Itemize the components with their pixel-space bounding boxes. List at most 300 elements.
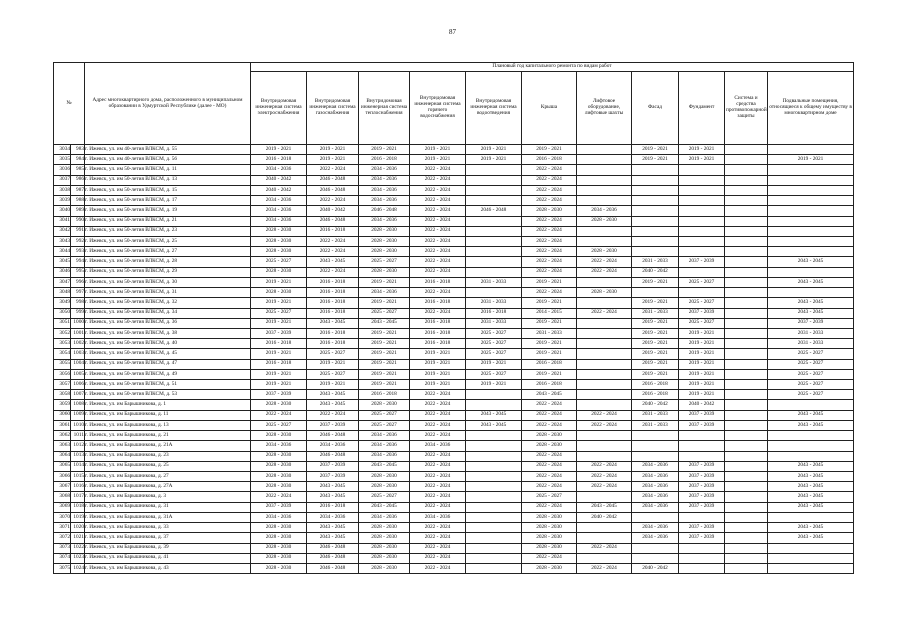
row-period-cell: 2025 - 2027 <box>679 298 725 308</box>
row-period-cell: 2034 - 2036 <box>359 196 410 206</box>
row-period-cell <box>466 482 522 492</box>
row-period-cell: 2043 - 2045 <box>359 502 410 512</box>
capital-repair-table <box>53 62 854 574</box>
row-period-cell: 2028 - 2030 <box>577 288 632 298</box>
col-header-fire-protection: Система и средства противопожарной защиты <box>725 72 768 145</box>
row-period-cell: 2022 - 2024 <box>410 482 466 492</box>
row-period-cell <box>466 512 522 522</box>
row-period-cell <box>725 380 768 390</box>
row-period-cell <box>725 523 768 533</box>
row-address: г. Ижевск, ул. им 40-летия ВЛКСМ, д. 55 <box>85 145 251 155</box>
row-house-number: 1016 <box>71 482 85 492</box>
row-address: г. Ижевск, ул. им 40-летия ВЛКСМ, д. 56 <box>85 155 251 165</box>
table-row <box>54 420 854 430</box>
table-row <box>54 492 854 502</box>
row-period-cell: 2043 - 2045 <box>768 410 854 420</box>
row-period-cell: 2046 - 2048 <box>466 206 522 216</box>
row-house-number: 1019 <box>71 512 85 522</box>
row-period-cell: 2022 - 2024 <box>410 563 466 573</box>
row-address: г. Ижевск, ул. им 50-летия ВЛКСМ, д. 15 <box>85 185 251 195</box>
row-house-number: 994 <box>71 257 85 267</box>
table-row <box>54 206 854 216</box>
row-period-cell: 2043 - 2045 <box>768 502 854 512</box>
row-sequence-number: 3043 <box>54 236 71 246</box>
row-period-cell <box>466 185 522 195</box>
row-house-number: 988 <box>71 196 85 206</box>
row-period-cell: 2028 - 2030 <box>522 206 577 216</box>
row-period-cell: 2034 - 2036 <box>632 492 679 502</box>
row-period-cell: 2025 - 2027 <box>307 369 359 379</box>
row-period-cell: 2022 - 2024 <box>307 267 359 277</box>
row-house-number: 1003 <box>71 349 85 359</box>
row-period-cell: 2037 - 2039 <box>307 472 359 482</box>
table-row <box>54 369 854 379</box>
row-period-cell: 2034 - 2036 <box>251 216 307 226</box>
row-address: г. Ижевск, ул. им Барышникова, д. 1 <box>85 400 251 410</box>
row-period-cell: 2025 - 2027 <box>522 492 577 502</box>
row-period-cell <box>768 288 854 298</box>
row-period-cell: 2028 - 2030 <box>251 482 307 492</box>
row-period-cell: 2019 - 2021 <box>466 155 522 165</box>
row-period-cell: 2019 - 2021 <box>679 390 725 400</box>
row-house-number: 990 <box>71 216 85 226</box>
row-period-cell: 2016 - 2018 <box>466 308 522 318</box>
row-period-cell: 2028 - 2030 <box>522 441 577 451</box>
table-row <box>54 441 854 451</box>
row-period-cell <box>577 390 632 400</box>
row-period-cell: 2028 - 2030 <box>359 523 410 533</box>
row-period-cell <box>577 349 632 359</box>
row-period-cell: 2043 - 2045 <box>768 277 854 287</box>
row-period-cell <box>725 410 768 420</box>
row-period-cell: 2022 - 2024 <box>307 165 359 175</box>
row-period-cell: 2034 - 2036 <box>359 441 410 451</box>
row-period-cell: 2031 - 2033 <box>466 298 522 308</box>
row-period-cell <box>725 533 768 543</box>
row-period-cell: 2022 - 2024 <box>577 563 632 573</box>
row-period-cell: 2025 - 2027 <box>251 420 307 430</box>
row-period-cell: 2034 - 2036 <box>359 175 410 185</box>
table-row <box>54 543 854 553</box>
row-address: г. Ижевск, ул. им 50-летия ВЛКСМ, д. 29 <box>85 267 251 277</box>
row-period-cell: 2028 - 2030 <box>522 512 577 522</box>
table-row <box>54 267 854 277</box>
row-period-cell: 2022 - 2024 <box>577 482 632 492</box>
row-sequence-number: 3040 <box>54 206 71 216</box>
page-number: 87 <box>449 28 456 36</box>
row-house-number: 1021 <box>71 533 85 543</box>
row-period-cell: 2016 - 2018 <box>410 328 466 338</box>
row-period-cell <box>466 267 522 277</box>
row-period-cell: 2019 - 2021 <box>251 369 307 379</box>
row-period-cell: 2028 - 2030 <box>251 236 307 246</box>
row-address: г. Ижевск, ул. им Барышникова, д. 37 <box>85 533 251 543</box>
row-period-cell <box>725 451 768 461</box>
row-period-cell <box>725 339 768 349</box>
row-period-cell: 2019 - 2021 <box>679 369 725 379</box>
row-period-cell: 2019 - 2021 <box>632 359 679 369</box>
row-period-cell: 2022 - 2024 <box>577 410 632 420</box>
row-period-cell: 2016 - 2018 <box>410 339 466 349</box>
row-period-cell <box>725 328 768 338</box>
row-period-cell: 2019 - 2021 <box>522 349 577 359</box>
row-period-cell <box>466 288 522 298</box>
row-period-cell: 2043 - 2045 <box>307 318 359 328</box>
row-period-cell: 2022 - 2024 <box>577 461 632 471</box>
row-sequence-number: 3053 <box>54 339 71 349</box>
table-row <box>54 563 854 573</box>
row-period-cell: 2043 - 2045 <box>307 482 359 492</box>
row-period-cell: 2025 - 2027 <box>466 328 522 338</box>
row-period-cell: 2043 - 2045 <box>307 400 359 410</box>
row-period-cell <box>577 236 632 246</box>
row-period-cell: 2022 - 2024 <box>410 431 466 441</box>
table-row <box>54 431 854 441</box>
row-period-cell <box>679 226 725 236</box>
row-period-cell: 2043 - 2045 <box>307 533 359 543</box>
table-row <box>54 216 854 226</box>
row-period-cell: 2028 - 2030 <box>359 482 410 492</box>
row-period-cell <box>632 236 679 246</box>
row-period-cell: 2028 - 2030 <box>359 533 410 543</box>
table-row <box>54 145 854 155</box>
col-header-foundation: Фундамент <box>679 72 725 145</box>
row-period-cell: 2022 - 2024 <box>522 288 577 298</box>
row-period-cell <box>768 543 854 553</box>
row-period-cell <box>679 185 725 195</box>
row-period-cell: 2016 - 2018 <box>307 288 359 298</box>
row-house-number: 995 <box>71 267 85 277</box>
row-period-cell <box>577 533 632 543</box>
row-period-cell: 2037 - 2039 <box>307 461 359 471</box>
row-period-cell <box>725 247 768 257</box>
row-period-cell: 2034 - 2036 <box>632 482 679 492</box>
row-period-cell: 2019 - 2021 <box>679 380 725 390</box>
row-period-cell: 2022 - 2024 <box>410 420 466 430</box>
row-period-cell: 2037 - 2039 <box>251 390 307 400</box>
row-period-cell: 2016 - 2018 <box>410 277 466 287</box>
row-period-cell: 2016 - 2018 <box>522 380 577 390</box>
row-sequence-number: 3069 <box>54 502 71 512</box>
row-address: г. Ижевск, ул. им 50-летия ВЛКСМ, д. 23 <box>85 226 251 236</box>
row-period-cell <box>466 553 522 563</box>
row-period-cell: 2016 - 2018 <box>251 339 307 349</box>
row-period-cell: 2016 - 2018 <box>307 277 359 287</box>
row-period-cell: 2019 - 2021 <box>522 369 577 379</box>
row-period-cell: 2040 - 2042 <box>679 400 725 410</box>
row-period-cell: 2016 - 2018 <box>632 390 679 400</box>
row-period-cell: 2028 - 2030 <box>251 288 307 298</box>
row-period-cell: 2022 - 2024 <box>410 175 466 185</box>
table-row <box>54 533 854 543</box>
row-period-cell: 2028 - 2030 <box>251 563 307 573</box>
row-period-cell: 2043 - 2045 <box>466 420 522 430</box>
row-period-cell: 2019 - 2021 <box>522 298 577 308</box>
row-address: г. Ижевск, ул. им 50-летия ВЛКСМ, д. 13 <box>85 175 251 185</box>
row-sequence-number: 3070 <box>54 512 71 522</box>
row-period-cell: 2016 - 2018 <box>307 226 359 236</box>
row-period-cell: 2022 - 2024 <box>307 410 359 420</box>
row-period-cell <box>679 543 725 553</box>
row-period-cell: 2016 - 2018 <box>410 318 466 328</box>
row-period-cell: 2022 - 2024 <box>251 410 307 420</box>
col-header-elevator: Лифтовое оборудование, лифтовые шахты <box>577 72 632 145</box>
row-house-number: 1022 <box>71 543 85 553</box>
row-period-cell: 2034 - 2036 <box>577 206 632 216</box>
row-period-cell <box>577 441 632 451</box>
row-period-cell: 2019 - 2021 <box>410 155 466 165</box>
row-period-cell: 2046 - 2048 <box>307 216 359 226</box>
row-period-cell: 2019 - 2021 <box>359 369 410 379</box>
row-house-number: 985 <box>71 165 85 175</box>
row-sequence-number: 3061 <box>54 420 71 430</box>
row-period-cell: 2019 - 2021 <box>251 145 307 155</box>
row-period-cell: 2019 - 2021 <box>632 369 679 379</box>
table-row <box>54 165 854 175</box>
row-period-cell: 2031 - 2033 <box>466 277 522 287</box>
row-period-cell <box>577 553 632 563</box>
row-period-cell <box>679 553 725 563</box>
row-period-cell <box>725 502 768 512</box>
row-period-cell <box>725 165 768 175</box>
row-period-cell: 2025 - 2027 <box>359 257 410 267</box>
row-period-cell: 2028 - 2030 <box>359 563 410 573</box>
row-period-cell <box>725 543 768 553</box>
row-period-cell: 2016 - 2018 <box>522 359 577 369</box>
row-period-cell <box>466 543 522 553</box>
row-period-cell <box>577 155 632 165</box>
row-period-cell: 2019 - 2021 <box>632 328 679 338</box>
row-period-cell <box>577 369 632 379</box>
row-period-cell: 2019 - 2021 <box>522 277 577 287</box>
row-period-cell: 2043 - 2045 <box>768 482 854 492</box>
row-period-cell: 2022 - 2024 <box>577 308 632 318</box>
table-row <box>54 523 854 533</box>
row-period-cell <box>679 247 725 257</box>
row-period-cell: 2019 - 2021 <box>251 380 307 390</box>
row-period-cell: 2025 - 2027 <box>359 410 410 420</box>
row-period-cell: 2025 - 2027 <box>359 492 410 502</box>
table-row <box>54 472 854 482</box>
row-period-cell: 2025 - 2027 <box>679 277 725 287</box>
row-period-cell <box>632 543 679 553</box>
row-period-cell <box>768 431 854 441</box>
row-address: г. Ижевск, ул. им 50-летия ВЛКСМ, д. 47 <box>85 359 251 369</box>
row-address: г. Ижевск, ул. им 50-летия ВЛКСМ, д. 34 <box>85 308 251 318</box>
row-period-cell: 2019 - 2021 <box>410 369 466 379</box>
row-period-cell: 2037 - 2039 <box>307 420 359 430</box>
row-period-cell: 2019 - 2021 <box>632 298 679 308</box>
row-period-cell <box>725 563 768 573</box>
row-period-cell: 2043 - 2045 <box>307 390 359 400</box>
row-period-cell <box>632 185 679 195</box>
row-period-cell: 2043 - 2045 <box>359 461 410 471</box>
row-period-cell: 2034 - 2036 <box>359 165 410 175</box>
row-period-cell: 2031 - 2033 <box>768 328 854 338</box>
row-period-cell: 2019 - 2021 <box>679 349 725 359</box>
row-period-cell: 2028 - 2030 <box>251 400 307 410</box>
row-period-cell: 2016 - 2018 <box>359 390 410 400</box>
row-period-cell: 2022 - 2024 <box>410 267 466 277</box>
row-period-cell: 2031 - 2033 <box>466 318 522 328</box>
row-address: г. Ижевск, ул. им 50-летия ВЛКСМ, д. 51 <box>85 380 251 390</box>
row-period-cell <box>725 390 768 400</box>
row-period-cell <box>725 472 768 482</box>
row-period-cell: 2019 - 2021 <box>359 349 410 359</box>
row-period-cell <box>768 145 854 155</box>
row-period-cell: 2025 - 2027 <box>359 308 410 318</box>
row-period-cell: 2022 - 2024 <box>522 400 577 410</box>
row-period-cell: 2019 - 2021 <box>632 318 679 328</box>
row-period-cell: 2034 - 2036 <box>359 288 410 298</box>
row-period-cell: 2019 - 2021 <box>679 155 725 165</box>
row-period-cell <box>632 441 679 451</box>
row-period-cell: 2025 - 2027 <box>768 349 854 359</box>
row-period-cell: 2037 - 2039 <box>679 482 725 492</box>
row-period-cell <box>679 236 725 246</box>
table-row <box>54 410 854 420</box>
row-period-cell: 2028 - 2030 <box>251 461 307 471</box>
row-period-cell <box>725 175 768 185</box>
row-period-cell <box>725 206 768 216</box>
row-period-cell: 2046 - 2048 <box>307 431 359 441</box>
row-period-cell: 2028 - 2030 <box>251 226 307 236</box>
row-period-cell: 2019 - 2021 <box>410 359 466 369</box>
row-period-cell: 2022 - 2024 <box>410 492 466 502</box>
row-period-cell <box>466 563 522 573</box>
row-period-cell: 2022 - 2024 <box>577 257 632 267</box>
row-period-cell <box>577 380 632 390</box>
row-period-cell: 2046 - 2048 <box>307 553 359 563</box>
row-period-cell <box>632 431 679 441</box>
row-house-number: 1000 <box>71 318 85 328</box>
row-period-cell: 2046 - 2048 <box>307 563 359 573</box>
table-row <box>54 277 854 287</box>
row-period-cell <box>577 359 632 369</box>
row-period-cell: 2019 - 2021 <box>632 277 679 287</box>
row-period-cell: 2028 - 2030 <box>359 553 410 563</box>
row-period-cell: 2028 - 2030 <box>522 431 577 441</box>
row-address: г. Ижевск, ул. им 50-летия ВЛКСМ, д. 31 <box>85 288 251 298</box>
row-sequence-number: 3048 <box>54 288 71 298</box>
row-period-cell <box>466 257 522 267</box>
col-header-hot-water: Внутридомовая инженерная система горячего водоснабжения <box>410 72 466 145</box>
row-house-number: 1020 <box>71 523 85 533</box>
row-period-cell: 2028 - 2030 <box>577 247 632 257</box>
row-period-cell: 2022 - 2024 <box>410 288 466 298</box>
row-period-cell: 2031 - 2033 <box>632 420 679 430</box>
row-period-cell: 2028 - 2030 <box>359 236 410 246</box>
row-period-cell <box>577 175 632 185</box>
row-sequence-number: 3067 <box>54 482 71 492</box>
table-row <box>54 328 854 338</box>
row-period-cell: 2025 - 2027 <box>466 369 522 379</box>
row-period-cell <box>466 390 522 400</box>
row-address: г. Ижевск, ул. им Барышникова, д. 25 <box>85 461 251 471</box>
row-period-cell: 2034 - 2036 <box>410 441 466 451</box>
row-period-cell: 2037 - 2039 <box>679 472 725 482</box>
col-header-drainage: Внутридомовая инженерная система водоотведения <box>466 72 522 145</box>
row-period-cell <box>577 277 632 287</box>
row-house-number: 1011 <box>71 431 85 441</box>
row-period-cell: 2019 - 2021 <box>632 339 679 349</box>
row-period-cell: 2019 - 2021 <box>679 145 725 155</box>
row-period-cell <box>632 553 679 563</box>
row-period-cell: 2025 - 2027 <box>251 257 307 267</box>
row-sequence-number: 3068 <box>54 492 71 502</box>
row-period-cell <box>725 216 768 226</box>
row-sequence-number: 3034 <box>54 145 71 155</box>
row-period-cell <box>768 512 854 522</box>
row-period-cell <box>466 441 522 451</box>
row-period-cell: 2025 - 2027 <box>679 318 725 328</box>
row-period-cell <box>577 185 632 195</box>
header-group-row <box>54 63 854 72</box>
row-period-cell: 2022 - 2024 <box>410 236 466 246</box>
row-period-cell <box>768 216 854 226</box>
row-period-cell: 2022 - 2024 <box>577 543 632 553</box>
row-period-cell: 2034 - 2036 <box>632 533 679 543</box>
row-period-cell: 2043 - 2045 <box>768 533 854 543</box>
table-row <box>54 185 854 195</box>
row-period-cell: 2022 - 2024 <box>577 420 632 430</box>
row-period-cell: 2019 - 2021 <box>307 359 359 369</box>
row-sequence-number: 3041 <box>54 216 71 226</box>
row-period-cell: 2022 - 2024 <box>522 482 577 492</box>
row-period-cell <box>768 206 854 216</box>
row-address: г. Ижевск, ул. им Барышникова, д. 41 <box>85 553 251 563</box>
row-period-cell: 2037 - 2039 <box>679 533 725 543</box>
row-period-cell: 2028 - 2030 <box>359 400 410 410</box>
row-period-cell: 2028 - 2030 <box>251 431 307 441</box>
row-period-cell: 2022 - 2024 <box>410 308 466 318</box>
row-address: г. Ижевск, ул. им 50-летия ВЛКСМ, д. 21 <box>85 216 251 226</box>
row-period-cell: 2022 - 2024 <box>522 226 577 236</box>
row-period-cell: 2022 - 2024 <box>522 420 577 430</box>
row-period-cell: 2022 - 2024 <box>410 206 466 216</box>
table-row <box>54 451 854 461</box>
row-period-cell: 2022 - 2024 <box>410 523 466 533</box>
row-period-cell: 2040 - 2042 <box>632 400 679 410</box>
row-house-number: 997 <box>71 288 85 298</box>
row-house-number: 1013 <box>71 451 85 461</box>
row-house-number: 991 <box>71 226 85 236</box>
row-sequence-number: 3062 <box>54 431 71 441</box>
row-period-cell: 2031 - 2033 <box>632 308 679 318</box>
row-address: г. Ижевск, ул. им Барышникова, д. 3 <box>85 492 251 502</box>
row-period-cell: 2037 - 2039 <box>768 318 854 328</box>
row-period-cell <box>725 492 768 502</box>
row-sequence-number: 3054 <box>54 349 71 359</box>
row-period-cell: 2034 - 2036 <box>251 512 307 522</box>
row-period-cell: 2022 - 2024 <box>410 247 466 257</box>
row-period-cell <box>577 328 632 338</box>
row-period-cell <box>725 349 768 359</box>
row-sequence-number: 3046 <box>54 267 71 277</box>
row-period-cell: 2022 - 2024 <box>410 472 466 482</box>
row-sequence-number: 3036 <box>54 165 71 175</box>
row-period-cell <box>577 226 632 236</box>
row-period-cell <box>768 267 854 277</box>
row-house-number: 998 <box>71 298 85 308</box>
row-sequence-number: 3050 <box>54 308 71 318</box>
row-period-cell: 2019 - 2021 <box>359 145 410 155</box>
row-period-cell: 2040 - 2042 <box>632 267 679 277</box>
row-period-cell: 2016 - 2018 <box>307 308 359 318</box>
row-period-cell: 2022 - 2024 <box>307 236 359 246</box>
table-row <box>54 288 854 298</box>
table-row <box>54 482 854 492</box>
